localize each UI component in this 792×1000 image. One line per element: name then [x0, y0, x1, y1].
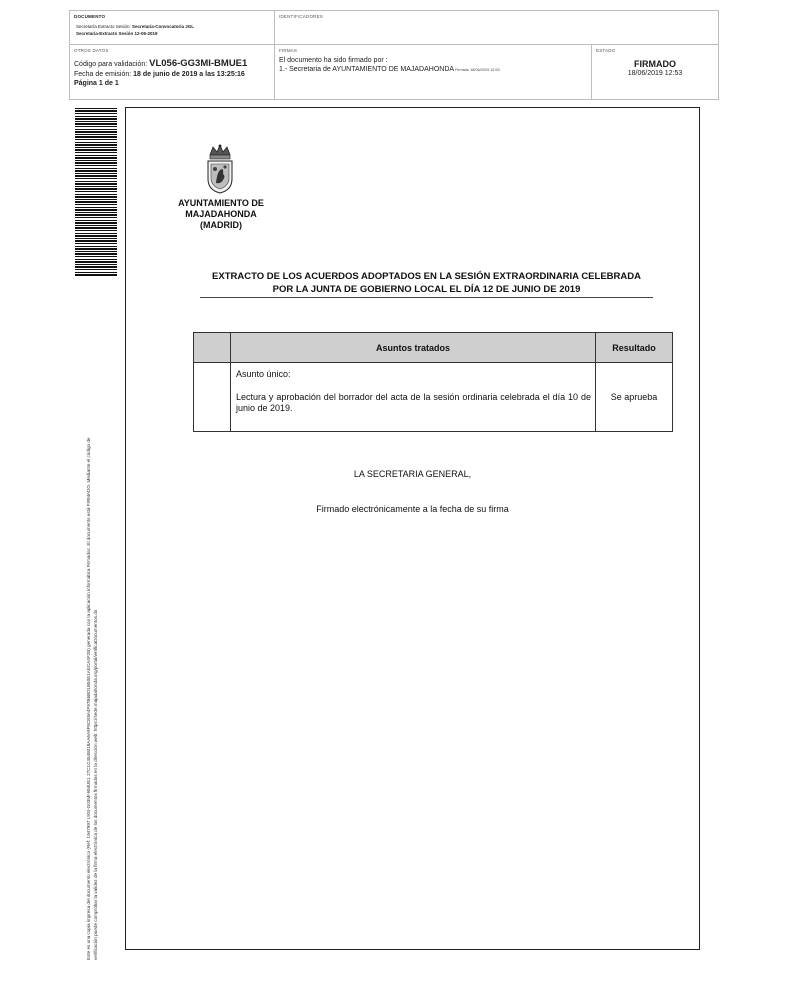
validation-header [69, 10, 719, 100]
row-number [194, 363, 231, 432]
agenda-table [193, 332, 673, 432]
doc-line-1 [76, 24, 194, 29]
barcode [75, 108, 117, 276]
row-resultado: Se aprueba [596, 363, 673, 432]
identificadores-cell [275, 11, 718, 45]
doc-line-2-bold: Secretaría-Extracto Sesión 12-06-2019 [76, 31, 158, 36]
asunto-text: Lectura y aprobación del borrador del acta de la sesión ordinaria celebrada el día 10 de junio de 2019. [236, 391, 591, 413]
table-header-row [194, 333, 673, 363]
otros-datos-label: OTROS DATOS [74, 48, 109, 53]
firma-fecha: Firmado 18/06/2019 12:53 [454, 68, 500, 72]
doc-line-1-prefix: Secretaría Extracto Sesión: [76, 24, 133, 29]
firmas-line-2 [279, 66, 500, 73]
otros-datos-cell [70, 45, 275, 99]
codigo-value: VL056-GG3MI-BMUE1 [149, 58, 248, 69]
firmas-line-1: El documento ha sido firmado por : [279, 57, 388, 64]
firmante: 1.- Secretaria de AYUNTAMIENTO DE MAJADAHONDA [279, 66, 455, 73]
header-asuntos: Asuntos tratados [231, 333, 596, 363]
fecha-emision [74, 71, 245, 78]
municipality-line-1: AYUNTAMIENTO DE [178, 198, 264, 208]
table-row [194, 363, 673, 432]
asunto-label: Asunto único: [236, 369, 291, 379]
estado-value: FIRMADO [634, 59, 676, 69]
header-number [194, 333, 231, 363]
pagina-info [74, 80, 119, 87]
document-frame [125, 107, 700, 950]
doc-line-1-bold: Secretaría-Convocatoria JGL [132, 24, 195, 29]
firmas-cell [275, 45, 592, 99]
title-line-2: POR LA JUNTA DE GOBIERNO LOCAL EL DÍA 12 DE JUNIO DE 2019 [272, 284, 581, 295]
documento-cell [70, 11, 275, 45]
title-line-1: EXTRACTO DE LOS ACUERDOS ADOPTADOS EN LA SESIÓN EXTRAORDINARIA CELEBRADA [212, 271, 641, 282]
side-verification-note [86, 300, 99, 960]
fecha-prefix: Fecha de emisión: [74, 71, 134, 78]
row-asunto [231, 363, 596, 432]
codigo-prefix: Código para validación: [74, 61, 150, 68]
documento-label: DOCUMENTO [74, 14, 106, 19]
doc-line-2 [76, 31, 158, 36]
fecha-value: 18 de junio de 2019 a las 13:25:16 [133, 71, 245, 78]
document-title [200, 270, 653, 298]
header-resultado: Resultado [596, 333, 673, 363]
estado-cell [592, 45, 718, 99]
municipality-name [160, 198, 282, 231]
signature-note: Firmado electrónicamente a la fecha de su firma [316, 504, 509, 514]
identificadores-label: IDENTIFICADORES [279, 14, 324, 19]
municipality-line-3: (MADRID) [200, 220, 242, 230]
coat-of-arms-icon [205, 143, 235, 195]
side-note-line-1: Este es una copia impresa del documento electrónico (Ref: 1947997 L9SI-G03MI-BMUE1 27C1C4548018AA6A9F5CE8A4F97B6BD1B50E1AECA4F2B) generada con la aplicación informática Firmadoc. El documento está FIRMADO. Mediante el código de [86, 437, 91, 960]
firmas-label: FIRMAS [279, 48, 298, 53]
side-note-line-2: verificación puede comprobar la validez de la firma electrónica de los documentos firmados en la dirección web: https://sede.majadahonda.org/portal/verificaDocumentos.do [92, 609, 98, 960]
codigo-validacion[interactable] [74, 58, 247, 69]
pagina-value: Página 1 de 1 [74, 80, 119, 87]
municipality-line-2: MAJADAHONDA [185, 209, 257, 219]
estado-date: 18/06/2019 12:53 [627, 70, 683, 77]
estado-label: ESTADO [596, 48, 616, 53]
signer-role: LA SECRETARIA GENERAL, [353, 469, 472, 479]
